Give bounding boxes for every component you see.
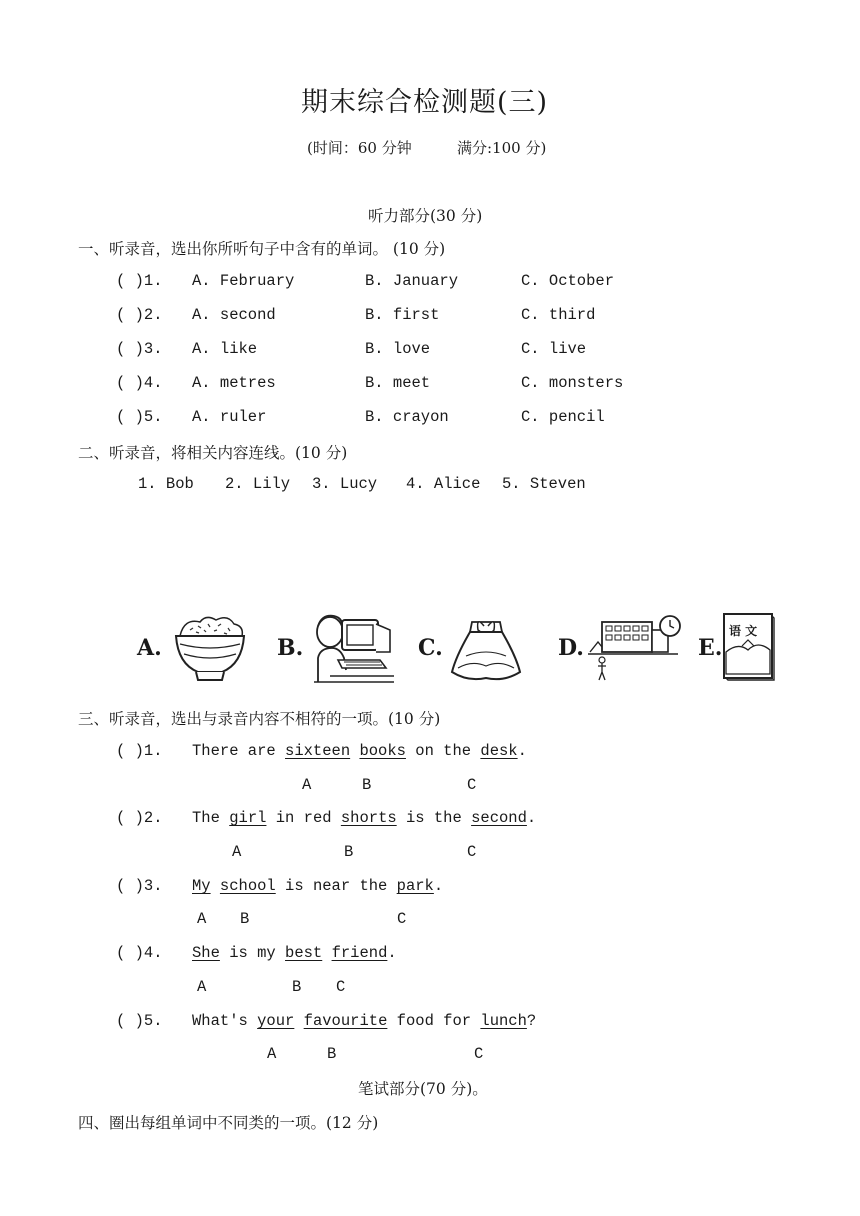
rice-bowl-picture xyxy=(170,612,250,684)
s3-q3-num: ( )3. xyxy=(116,877,163,895)
s1-q5-option-b: B. crayon xyxy=(365,408,449,426)
s1-q5-option-a: A. ruler xyxy=(192,408,267,426)
s1-q1-option-c: C. October xyxy=(521,272,615,290)
s3-q4-letter-a: A xyxy=(197,978,207,996)
s1-q1-option-b: B. January xyxy=(365,272,459,290)
s1-q4-option-b: B. meet xyxy=(365,374,431,392)
s3-q1-letter-a: A xyxy=(302,776,312,794)
s3-q3-letter-c: C xyxy=(397,910,407,928)
pic-label-d: D. xyxy=(558,635,584,661)
pic-label-c: C. xyxy=(418,635,443,661)
computer-boy-picture xyxy=(310,612,396,688)
s1-q5-option-c: C. pencil xyxy=(521,408,605,426)
s3-q4-num: ( )4. xyxy=(116,944,163,962)
s3-q5-underline-c: lunch xyxy=(480,1012,527,1030)
s3-q1-letter-b: B xyxy=(362,776,372,794)
s3-q4-sentence: She is my best friend. xyxy=(192,944,397,962)
s1-q3-option-a: A. like xyxy=(192,340,258,358)
skirt-picture xyxy=(448,616,524,686)
book-title-text: 语 文 xyxy=(729,624,758,638)
s3-q4-underline-b: best xyxy=(285,944,323,962)
s1-q2-num: ( )2. xyxy=(116,306,163,324)
s3-q2-num: ( )2. xyxy=(116,809,163,827)
school-picture xyxy=(588,612,684,684)
pic-label-e: E. xyxy=(698,635,723,661)
exam-time: (时间：60 分钟 xyxy=(307,139,412,157)
s3-q2-underline-c: second xyxy=(471,809,527,827)
s3-q5-letter-b: B xyxy=(327,1045,337,1063)
s3-q1-num: ( )1. xyxy=(116,742,163,760)
s3-q1-sentence: There are sixteen books on the desk. xyxy=(192,742,527,760)
s1-q2-option-c: C. third xyxy=(521,306,596,324)
name-alice: 4. Alice xyxy=(406,475,481,493)
s1-q3-num: ( )3. xyxy=(116,340,163,358)
s3-q2-letter-c: C xyxy=(467,843,477,861)
s3-q3-underline-a: My xyxy=(192,877,211,895)
s3-q5-num: ( )5. xyxy=(116,1012,163,1030)
s1-q4-option-c: C. monsters xyxy=(521,374,624,392)
s3-q2-underline-b: shorts xyxy=(340,809,397,827)
s3-q3-letter-b: B xyxy=(240,910,250,928)
s3-q2-letter-b: B xyxy=(344,843,354,861)
section1-heading: 一、听录音，选出你所听句子中含有的单词。 (10 分) xyxy=(78,240,446,258)
s3-q4-letter-c: C xyxy=(336,978,346,996)
s3-q4-letter-b: B xyxy=(292,978,302,996)
s3-q2-underline-a: girl xyxy=(229,809,267,827)
name-steven: 5. Steven xyxy=(502,475,586,493)
s3-q1-underline-a: sixteen xyxy=(285,742,351,760)
listening-header: 听力部分(30 分) xyxy=(368,207,483,225)
s3-q5-underline-b: favourite xyxy=(303,1012,388,1030)
written-header: 笔试部分(70 分)。 xyxy=(358,1080,488,1098)
s1-q4-option-a: A. metres xyxy=(192,374,276,392)
s3-q2-sentence: The girl in red shorts is the second. xyxy=(192,809,537,827)
section4-heading: 四、圈出每组单词中不同类的一项。(12 分) xyxy=(78,1114,379,1132)
s3-q1-underline-b: books xyxy=(359,742,406,760)
s1-q2-option-b: B. first xyxy=(365,306,440,324)
s1-q3-option-b: B. love xyxy=(365,340,431,358)
s3-q5-underline-a: your xyxy=(257,1012,295,1030)
s3-q5-sentence: What's your favourite food for lunch? xyxy=(192,1012,537,1030)
pic-label-b: B. xyxy=(277,635,304,661)
s3-q3-underline-c: park xyxy=(396,877,434,895)
s3-q3-letter-a: A xyxy=(197,910,207,928)
page-title: 期末综合检测题(三) xyxy=(301,87,549,118)
name-lily: 2. Lily xyxy=(225,475,291,493)
s1-q1-num: ( )1. xyxy=(116,272,163,290)
s1-q5-num: ( )5. xyxy=(116,408,163,426)
s3-q3-underline-b: school xyxy=(219,877,276,895)
s3-q4-underline-a: She xyxy=(192,944,220,962)
section3-heading: 三、听录音，选出与录音内容不相符的一项。(10 分) xyxy=(78,710,441,728)
s3-q1-letter-c: C xyxy=(467,776,477,794)
s3-q3-sentence: My school is near the park. xyxy=(192,877,444,895)
s3-q5-letter-c: C xyxy=(474,1045,484,1063)
name-lucy: 3. Lucy xyxy=(312,475,378,493)
s1-q3-option-c: C. live xyxy=(521,340,587,358)
exam-score: 满分:100 分) xyxy=(457,139,547,157)
pic-label-a: A. xyxy=(137,635,162,661)
s3-q2-letter-a: A xyxy=(232,843,242,861)
s1-q4-num: ( )4. xyxy=(116,374,163,392)
s3-q4-underline-c: friend xyxy=(331,944,388,962)
s1-q1-option-a: A. February xyxy=(192,272,295,290)
s3-q1-underline-c: desk xyxy=(480,742,518,760)
section2-heading: 二、听录音，将相关内容连线。(10 分) xyxy=(78,444,348,462)
s1-q2-option-a: A. second xyxy=(192,306,276,324)
name-bob: 1. Bob xyxy=(138,475,194,493)
s3-q5-letter-a: A xyxy=(267,1045,277,1063)
